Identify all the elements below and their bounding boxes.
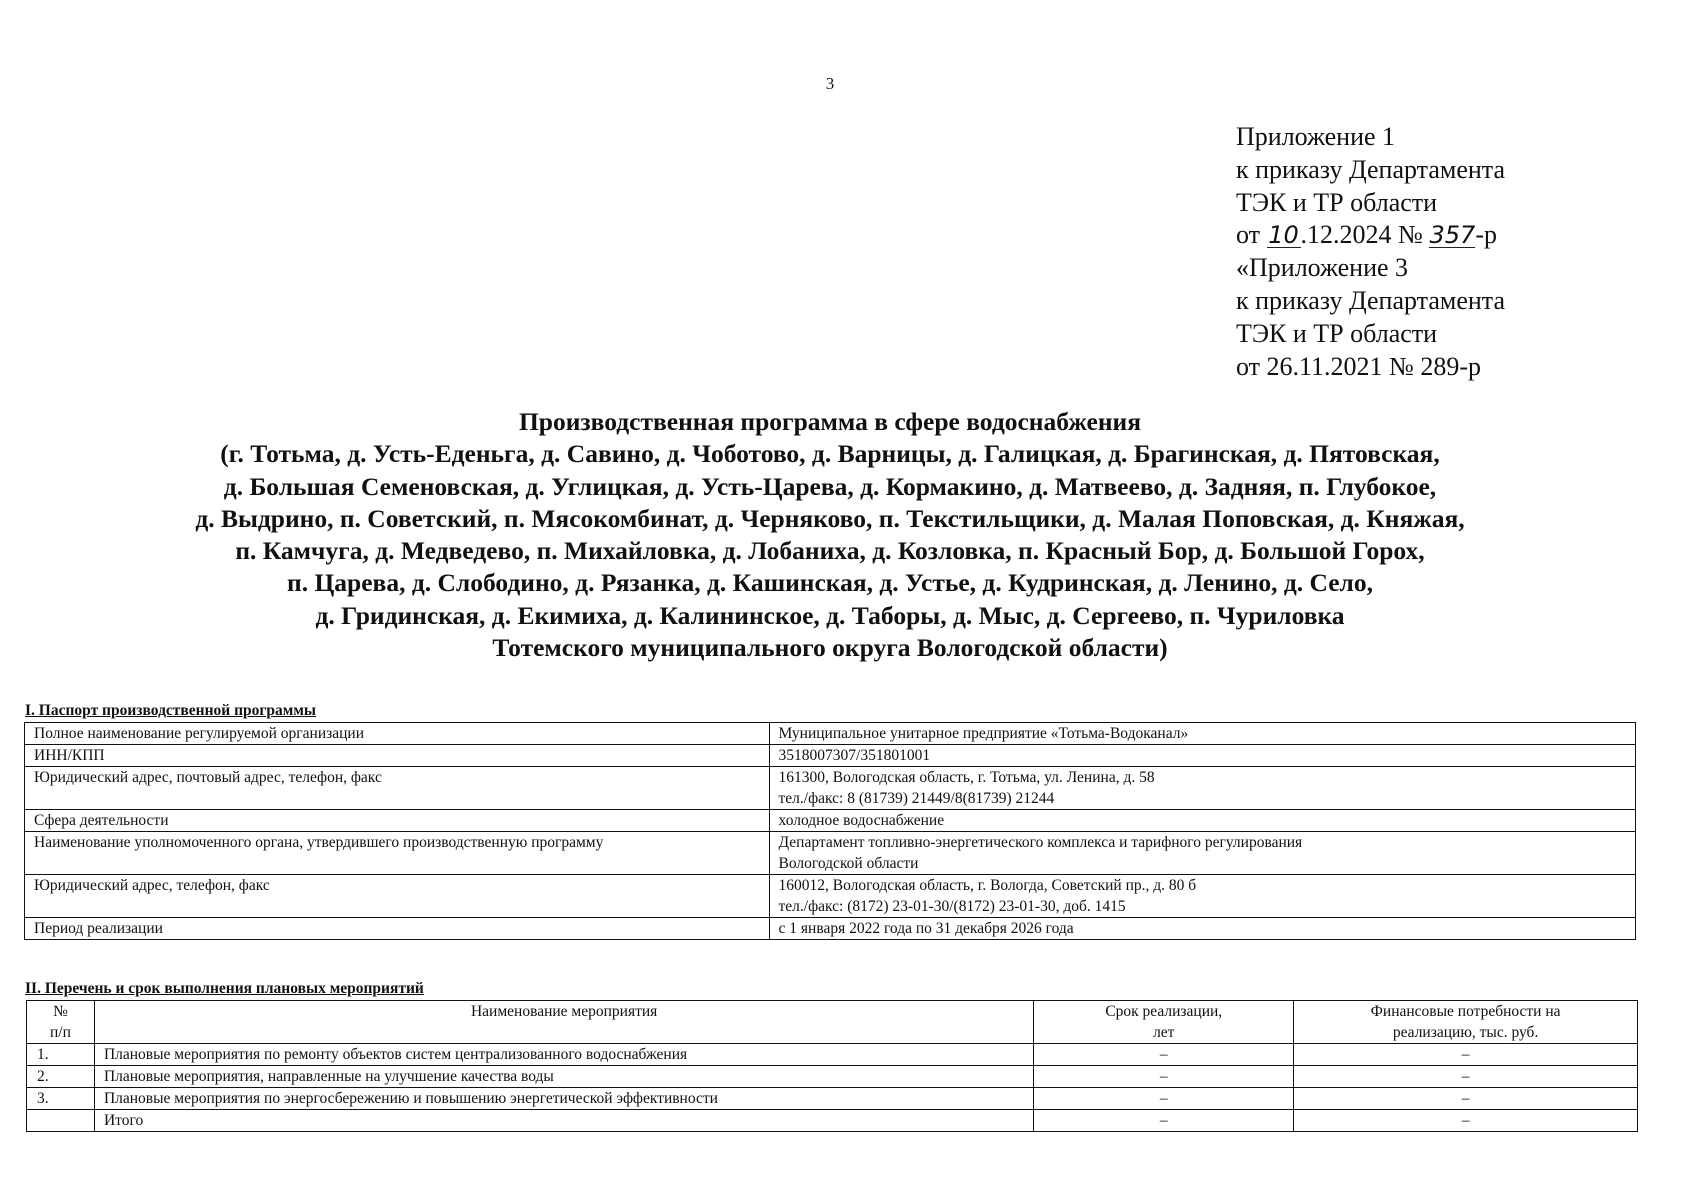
passport-table [24,722,1636,940]
table-row [25,723,1636,745]
passport-label: ИНН/КПП [25,745,770,767]
page-number: 3 [825,74,835,93]
table-row [25,745,1636,767]
measure-name: Плановые мероприятия по ремонту объектов систем централизованного водоснабжения [94,1044,1033,1066]
measure-term: – [1034,1044,1294,1066]
header-line: Финансовые потребности на [1370,1003,1561,1020]
measures-table [26,1000,1638,1132]
passport-label: Сфера деятельности [25,810,770,832]
value-line: 161300, Вологодская область, г. Тотьма, ул. Ленина, д. 58 [778,769,1155,786]
measure-term: – [1034,1088,1294,1110]
measure-finance: – [1294,1110,1638,1132]
passport-heading: I. Паспорт производственной программы [25,702,317,719]
measure-name: Плановые мероприятия по энергосбережению и повышению энергетической эффективности [94,1088,1033,1110]
passport-value [769,832,1635,875]
measure-finance: – [1294,1044,1638,1066]
appendix-line: от 26.11.2021 № 289-р [1236,351,1482,381]
handwritten-day: 10 [1268,221,1299,250]
table-row [25,918,1636,940]
title-line: Тотемского муниципального округа Вологодской области) [492,633,1168,663]
measures-heading: II. Перечень и срок выполнения плановых мероприятий [25,980,424,997]
row-number: 2. [27,1066,95,1088]
table-header-row [27,1001,1638,1044]
row-number: 1. [27,1044,95,1066]
title-line: п. Камчуга, д. Медведево, п. Михайловка, д. Лобаниха, д. Козловка, п. Красный Бор, д. Большой Горох, [235,536,1425,566]
measure-finance: – [1294,1088,1638,1110]
passport-label: Наименование уполномоченного органа, утвердившего производственную программу [25,832,770,875]
measure-name: Итого [94,1110,1033,1132]
table-row [27,1110,1638,1132]
header-name: Наименование мероприятия [94,1001,1033,1044]
table-row [25,875,1636,918]
passport-label: Юридический адрес, телефон, факс [25,875,770,918]
header-finance [1294,1001,1638,1044]
appendix-line: Приложение 1 [1236,122,1396,151]
passport-value: с 1 января 2022 года по 31 декабря 2026 года [769,918,1635,940]
passport-value: 3518007307/351801001 [769,745,1635,767]
table-row [25,767,1636,810]
value-line: Вологодской области [778,855,919,872]
value-line: тел./факс: 8 (81739) 21449/8(81739) 21244 [778,790,1055,807]
header-line: № [53,1003,68,1020]
header-line: п/п [50,1024,71,1041]
title-line: д. Большая Семеновская, д. Углицкая, д. Усть-Царева, д. Кормакино, д. Матвеево, д. Задняя, п. Глубокое, [223,471,1437,501]
passport-label: Период реализации [25,918,770,940]
value-line: тел./факс: (8172) 23-01-30/(8172) 23-01-30, доб. 1415 [778,898,1126,915]
date-prefix: от [1236,220,1261,250]
passport-value [769,767,1635,810]
passport-value: холодное водоснабжение [769,810,1635,832]
table-row [27,1088,1638,1110]
header-num [27,1001,95,1044]
table-row [27,1066,1638,1088]
appendix-line: «Приложение 3 [1236,253,1409,283]
row-number [27,1110,95,1132]
measure-term: – [1034,1066,1294,1088]
title-line: (г. Тотьма, д. Усть-Еденьга, д. Савино, д. Чоботово, д. Варницы, д. Галицкая, д. Брагинская, д. Пятовская, [220,439,1440,469]
order-suffix: -р [1475,220,1498,250]
document-title [0,406,1660,664]
row-number: 3. [27,1088,95,1110]
appendix-line: ТЭК и ТР области [1236,187,1438,217]
header-line: лет [1153,1024,1175,1041]
passport-value [769,875,1635,918]
passport-label: Полное наименование регулируемой организации [25,723,770,745]
measure-name: Плановые мероприятия, направленные на улучшение качества воды [94,1066,1033,1088]
measure-finance: – [1294,1066,1638,1088]
appendix-line: к приказу Департамента [1236,285,1506,315]
value-line: 160012, Вологодская область, г. Вологда, Советский пр., д. 80 б [778,877,1197,894]
appendix-line: ТЭК и ТР области [1236,318,1438,348]
handwritten-order-number: 357 [1429,221,1476,250]
header-line: реализацию, тыс. руб. [1392,1024,1539,1041]
passport-label: Юридический адрес, почтовый адрес, телефон, факс [25,767,770,810]
appendix-line: к приказу Департамента [1236,154,1506,184]
appendix-date-line [1236,219,1505,252]
passport-value: Муниципальное унитарное предприятие «Тотьма-Водоканал» [769,723,1635,745]
title-line: д. Гридинская, д. Екимиха, д. Калининское, д. Таборы, д. Мыс, д. Сергеево, п. Чуриловка [315,600,1345,630]
measure-term: – [1034,1110,1294,1132]
appendix-block [1236,121,1505,383]
title-line: п. Царева, д. Слободино, д. Рязанка, д. Кашинская, д. Устье, д. Кудринская, д. Ленино, д. Село, [287,568,1373,598]
title-line: Производственная программа в сфере водоснабжения [518,407,1142,436]
value-line: Департамент топливно-энергетического комплекса и тарифного регулирования [778,834,1303,851]
table-row [27,1044,1638,1066]
table-row [25,832,1636,875]
table-row [25,810,1636,832]
title-line: д. Выдрино, п. Советский, п. Мясокомбинат, д. Черняково, п. Текстильщики, д. Малая Поповская, д. Княжая, [195,503,1465,533]
date-rest: .12.2024 № [1300,220,1423,250]
header-term [1034,1001,1294,1044]
header-line: Срок реализации, [1105,1003,1223,1020]
